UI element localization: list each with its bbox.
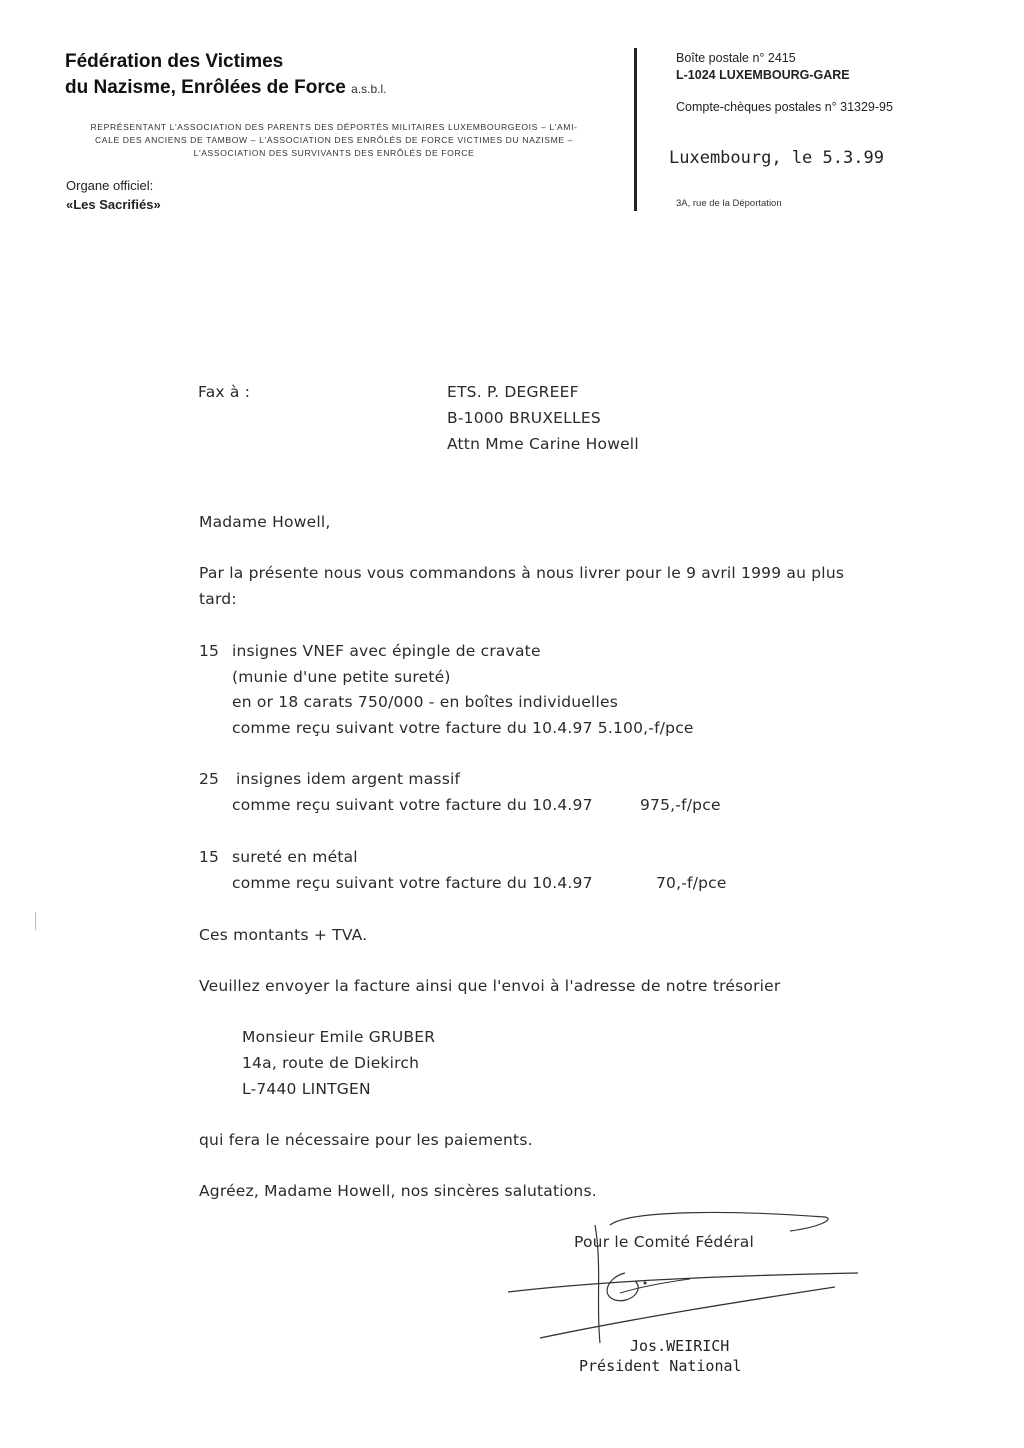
represented-associations <box>64 121 604 160</box>
organization-name-line2 <box>65 75 387 102</box>
item2-price: 975,-f/pce <box>640 796 721 814</box>
item1-quantity: 15 <box>199 642 220 660</box>
signatory-name: Jos.WEIRICH <box>630 1337 730 1355</box>
item3-quantity: 15 <box>199 848 220 866</box>
item2-description: insignes idem argent massif <box>236 770 461 788</box>
place-and-date: Luxembourg, le 5.3.99 <box>669 148 884 168</box>
closing-salutation: Agréez, Madame Howell, nos sincères salutations. <box>199 1182 597 1200</box>
payments-note: qui fera le nécessaire pour les paiements. <box>199 1131 533 1149</box>
item1-price-line: comme reçu suivant votre facture du 10.4.97 5.100,-f/pce <box>232 719 694 737</box>
signature-for-committee: Pour le Comité Fédéral <box>574 1233 754 1251</box>
treasurer-name: Monsieur Emile GRUBER <box>242 1028 436 1046</box>
organization-name <box>65 49 387 102</box>
recipient-company: ETS. P. DEGREEF <box>447 383 579 401</box>
represented-line3: L'ASSOCIATION DES SURVIVANTS DES ENRÔLÉS DE FORCE <box>193 148 475 158</box>
scan-mark <box>35 912 36 930</box>
item3-description: sureté en métal <box>232 848 358 866</box>
official-organ-name <box>66 195 161 214</box>
intro-line2: tard: <box>199 590 237 608</box>
official-organ-title: «Les Sacrifiés» <box>66 197 161 212</box>
official-organ-label: Organe officiel: <box>66 178 154 193</box>
treasurer-street: 14a, route de Diekirch <box>242 1054 420 1072</box>
street-address: 3A, rue de la Déportation <box>676 198 782 209</box>
official-organ <box>66 176 161 214</box>
postal-address <box>676 50 850 84</box>
item1-detail: (munie d'une petite sureté) <box>232 668 451 686</box>
item2-reference: comme reçu suivant votre facture du 10.4.97 <box>232 796 593 814</box>
asbl-label: a.s.b.l. <box>351 82 387 96</box>
treasurer-city: L-7440 LINTGEN <box>242 1080 371 1098</box>
postal-account: Compte-chèques postales n° 31329-95 <box>676 100 893 114</box>
vat-note: Ces montants + TVA. <box>199 926 368 944</box>
postal-city: L-1024 LUXEMBOURG-GARE <box>676 68 850 82</box>
postbox-number: Boîte postale n° 2415 <box>676 51 796 65</box>
intro-line1: Par la présente nous vous commandons à nous livrer pour le 9 avril 1999 au plus <box>199 564 845 582</box>
handwritten-signature <box>490 1205 870 1345</box>
item3-price: 70,-f/pce <box>656 874 727 892</box>
salutation: Madame Howell, <box>199 513 331 531</box>
organization-name-line2-text: du Nazisme, Enrôlées de Force <box>65 77 346 98</box>
item1-description: insignes VNEF avec épingle de cravate <box>232 642 541 660</box>
item1-material: en or 18 carats 750/000 - en boîtes individuelles <box>232 693 619 711</box>
recipient-attention: Attn Mme Carine Howell <box>447 435 639 453</box>
represented-line1: REPRÉSENTANT L'ASSOCIATION DES PARENTS DES DÉPORTÉS MILITAIRES LUXEMBOURGEOIS – L'AMI- <box>90 122 578 132</box>
letterhead-divider <box>634 48 637 211</box>
organization-name-line1: Fédération des Victimes <box>65 51 284 72</box>
represented-line2: CALE DES ANCIENS DE TAMBOW – L'ASSOCIATION DES ENRÔLÉS DE FORCE VICTIMES DU NAZISME – <box>94 135 574 145</box>
signatory-title: Président National <box>579 1357 742 1375</box>
item3-reference: comme reçu suivant votre facture du 10.4.97 <box>232 874 593 892</box>
fax-label: Fax à : <box>198 383 251 401</box>
item2-quantity: 25 <box>199 770 220 788</box>
recipient-city: B-1000 BRUXELLES <box>447 409 601 427</box>
send-to-instruction: Veuillez envoyer la facture ainsi que l'envoi à l'adresse de notre trésorier <box>199 977 781 995</box>
